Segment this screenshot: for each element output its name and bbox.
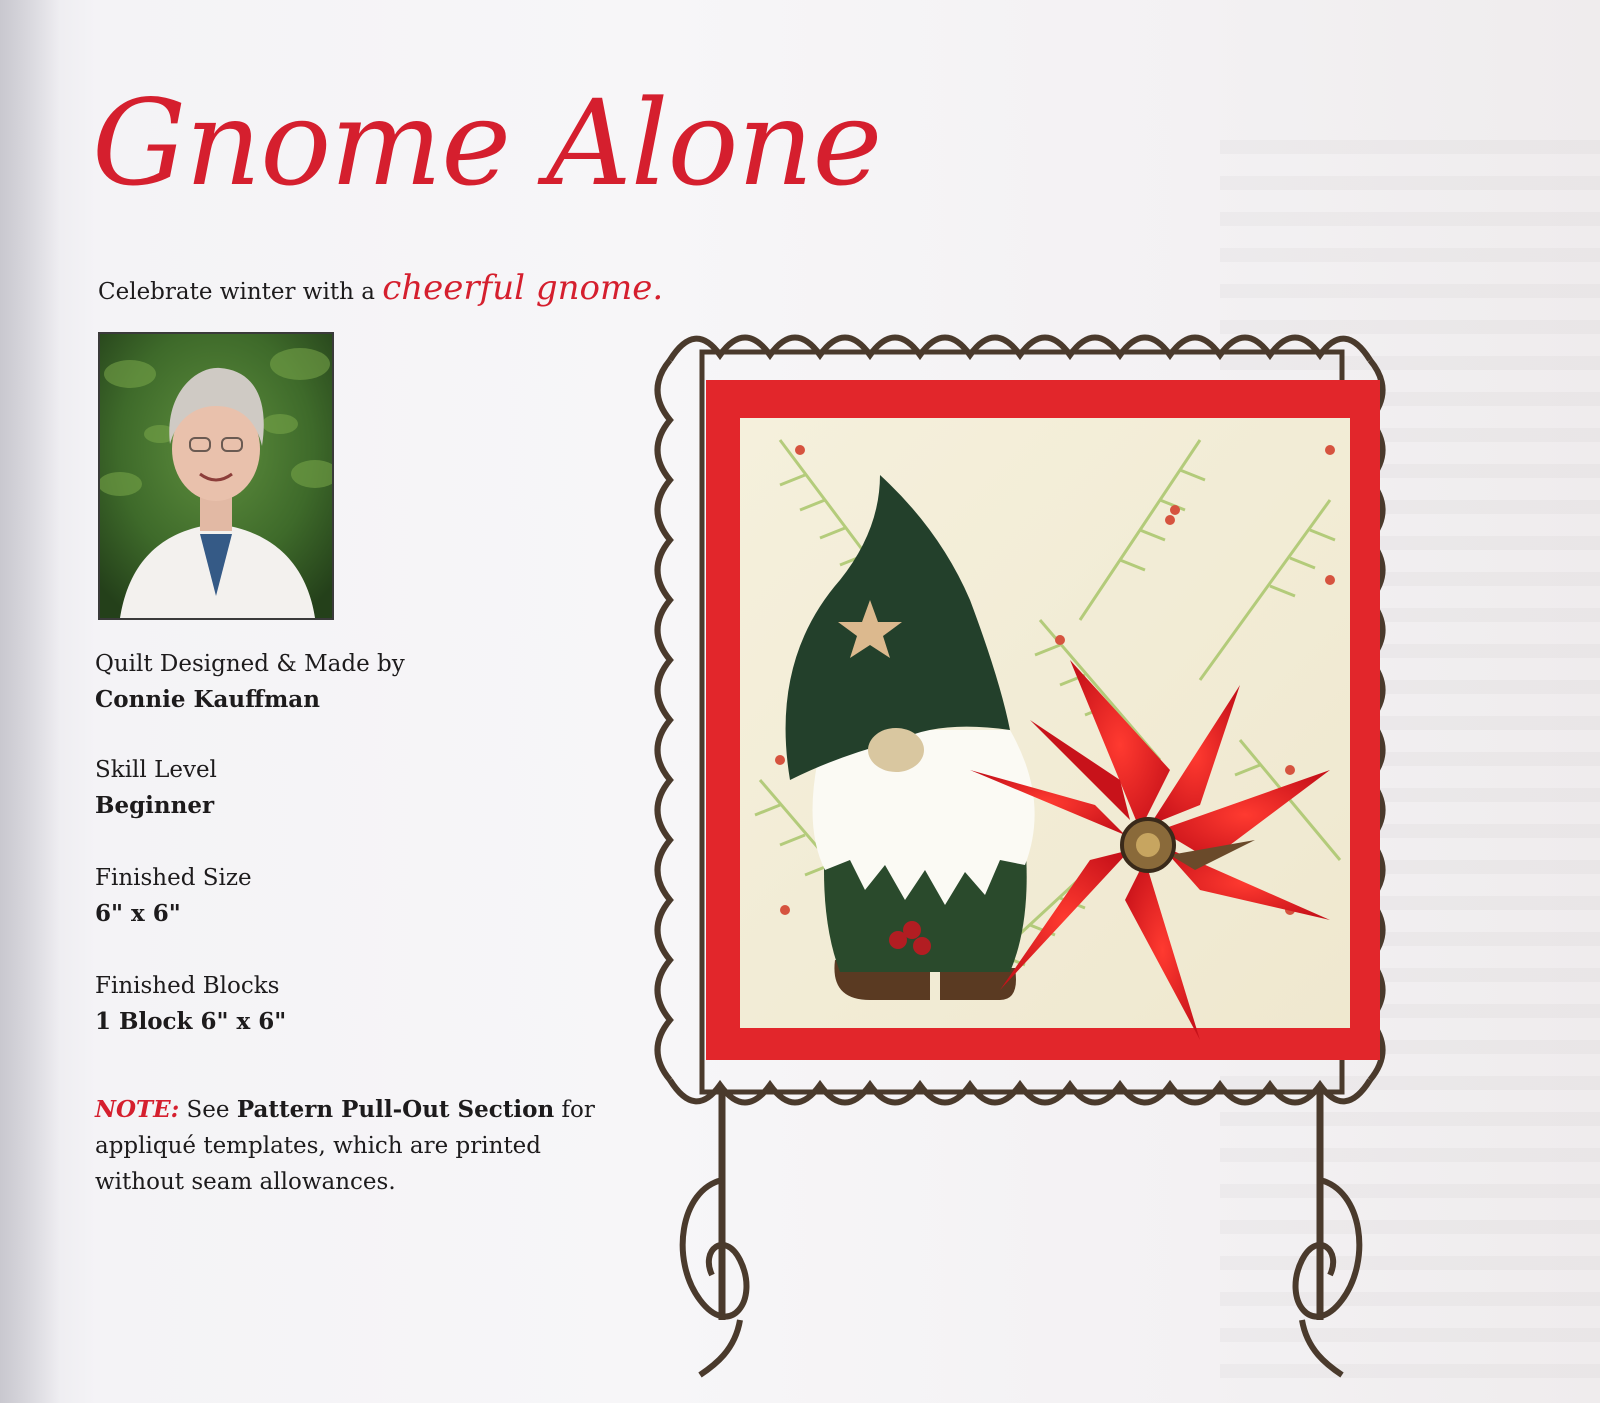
finished-blocks-value: 1 Block 6" x 6" — [95, 1008, 287, 1035]
subtitle-accent: cheerful gnome. — [382, 268, 664, 308]
finished-blocks-label: Finished Blocks — [95, 973, 280, 999]
finished-size-block — [95, 860, 252, 932]
skill-label: Skill Level — [95, 757, 217, 783]
finished-size-label: Finished Size — [95, 865, 252, 891]
designer-portrait — [100, 334, 332, 618]
designer-name: Connie Kauffman — [95, 686, 320, 713]
designer-photo — [98, 332, 334, 620]
note-text-before: See — [179, 1097, 237, 1123]
page-title: Gnome Alone — [92, 74, 882, 212]
note-bold: Pattern Pull-Out Section — [236, 1096, 555, 1123]
gnome-nose — [868, 728, 924, 772]
gnome-quilt-illustration — [640, 300, 1400, 1390]
finished-blocks-block — [95, 968, 286, 1040]
pattern-note — [95, 1092, 615, 1200]
quilt-photo — [640, 300, 1400, 1390]
skill-value: Beginner — [95, 792, 215, 819]
page-gutter-shadow — [0, 0, 60, 1403]
subtitle-lead: Celebrate winter with a — [98, 279, 375, 305]
credits-block — [95, 646, 405, 718]
subtitle — [98, 268, 663, 308]
finished-size-value: 6" x 6" — [95, 900, 181, 927]
credits-label: Quilt Designed & Made by — [95, 651, 405, 677]
note-text-after: for appliqué templates, which are printed without seam allowances. — [95, 1097, 595, 1195]
note-label: NOTE: — [95, 1096, 180, 1123]
skill-block — [95, 752, 217, 824]
